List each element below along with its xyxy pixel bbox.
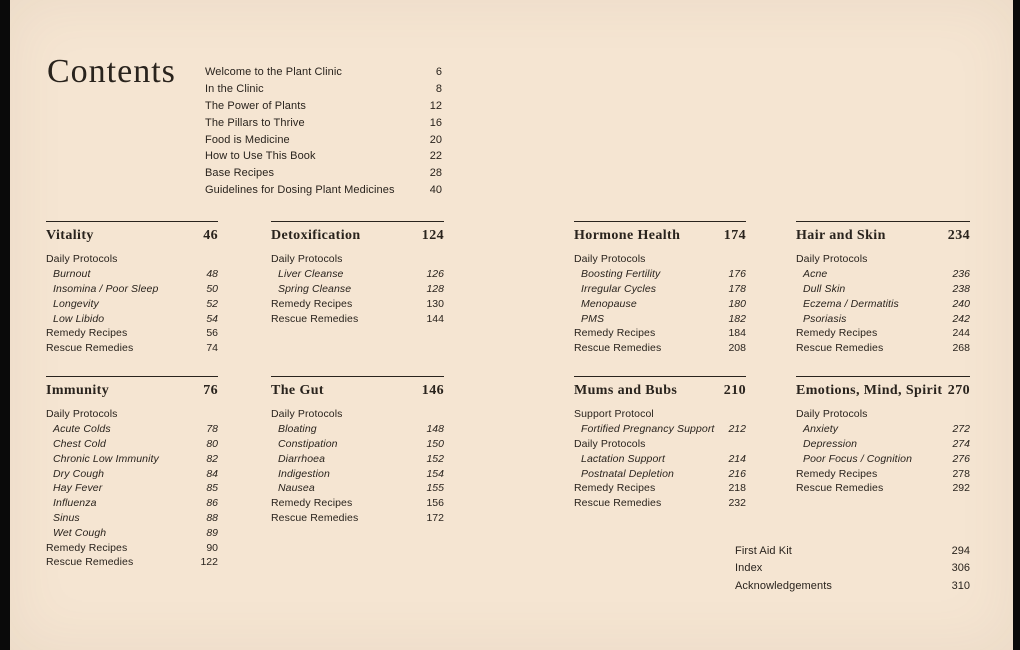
toc-row bbox=[271, 282, 444, 297]
toc-entry-label: Wet Cough bbox=[53, 526, 107, 539]
section-the-gut bbox=[271, 376, 444, 525]
toc-entry-label: Spring Cleanse bbox=[278, 282, 352, 295]
toc-row bbox=[574, 466, 746, 481]
section-page-number: 270 bbox=[947, 383, 970, 398]
section-title: Hair and Skin bbox=[796, 228, 886, 243]
toc-entry-label: Rescue Remedies bbox=[271, 511, 359, 524]
toc-entry-page-number: 212 bbox=[728, 423, 746, 436]
toc-row bbox=[46, 496, 218, 511]
toc-entry-label: Psoriasis bbox=[803, 312, 847, 325]
section-page-number: 174 bbox=[723, 228, 746, 243]
toc-row bbox=[46, 481, 218, 496]
section-page-number: 146 bbox=[421, 383, 444, 398]
toc-entry-page-number: 148 bbox=[426, 423, 444, 436]
toc-entry-page-number: 74 bbox=[206, 342, 218, 355]
toc-entry-page-number: 154 bbox=[426, 467, 444, 480]
section-entries bbox=[46, 407, 218, 570]
toc-row bbox=[271, 252, 444, 267]
toc-entry-label: Index bbox=[735, 562, 763, 575]
toc-entry-label: Remedy Recipes bbox=[46, 541, 128, 554]
toc-entry-label: Daily Protocols bbox=[46, 408, 118, 421]
toc-entry-page-number: 56 bbox=[206, 327, 218, 340]
toc-entry-page-number: 8 bbox=[435, 83, 442, 96]
toc-row bbox=[796, 451, 970, 466]
toc-entry-page-number: 20 bbox=[429, 133, 442, 146]
toc-entry-label: Hay Fever bbox=[53, 482, 103, 495]
section-entries bbox=[796, 407, 970, 496]
toc-entry-label: PMS bbox=[581, 312, 605, 325]
toc-row bbox=[205, 165, 442, 182]
section-entries bbox=[574, 252, 746, 356]
toc-row bbox=[796, 267, 970, 282]
toc-entry-label: Postnatal Depletion bbox=[581, 467, 674, 480]
toc-entry-label: Daily Protocols bbox=[271, 408, 343, 421]
toc-entry-label: Chest Cold bbox=[53, 437, 106, 450]
section-detoxification bbox=[271, 221, 444, 326]
toc-entry-page-number: 150 bbox=[426, 437, 444, 450]
contents-page bbox=[10, 0, 1013, 650]
toc-entry-label: Daily Protocols bbox=[796, 253, 868, 266]
toc-row bbox=[46, 525, 218, 540]
section-title: The Gut bbox=[271, 383, 324, 398]
toc-row bbox=[46, 252, 218, 267]
toc-row bbox=[46, 555, 218, 570]
toc-row bbox=[271, 422, 444, 437]
toc-row bbox=[796, 341, 970, 356]
toc-entry-label: Daily Protocols bbox=[796, 408, 868, 421]
toc-entry-page-number: 182 bbox=[728, 312, 746, 325]
toc-entry-label: Menopause bbox=[581, 297, 637, 310]
toc-row bbox=[735, 577, 970, 595]
toc-entry-page-number: 90 bbox=[206, 541, 218, 554]
toc-entry-label: Food is Medicine bbox=[205, 133, 290, 146]
toc-entry-label: Support Protocol bbox=[574, 408, 654, 421]
toc-entry-page-number: 292 bbox=[952, 482, 970, 495]
toc-entry-label: Daily Protocols bbox=[574, 437, 646, 450]
toc-entry-page-number: 268 bbox=[952, 342, 970, 355]
toc-entry-label: Rescue Remedies bbox=[46, 556, 134, 569]
toc-entry-page-number: 242 bbox=[952, 312, 970, 325]
section-page-number: 124 bbox=[421, 228, 444, 243]
toc-entry-page-number: 214 bbox=[728, 452, 746, 465]
toc-row bbox=[574, 282, 746, 297]
toc-entry-page-number: 130 bbox=[426, 297, 444, 310]
toc-row bbox=[796, 252, 970, 267]
toc-entry-label: Daily Protocols bbox=[574, 253, 646, 266]
toc-entry-label: Chronic Low Immunity bbox=[53, 452, 159, 465]
toc-entry-page-number: 232 bbox=[728, 497, 746, 510]
toc-row bbox=[796, 296, 970, 311]
toc-entry-label: The Pillars to Thrive bbox=[205, 116, 305, 129]
toc-entry-label: Insomina / Poor Sleep bbox=[53, 282, 159, 295]
section-heading bbox=[46, 228, 218, 244]
toc-entry-page-number: 80 bbox=[206, 437, 218, 450]
toc-row bbox=[735, 542, 970, 560]
toc-row bbox=[574, 481, 746, 496]
toc-entry-label: Remedy Recipes bbox=[46, 327, 128, 340]
toc-entry-label: Lactation Support bbox=[581, 452, 666, 465]
toc-row bbox=[796, 407, 970, 422]
toc-entry-label: Rescue Remedies bbox=[796, 342, 884, 355]
toc-entry-page-number: 48 bbox=[206, 268, 218, 281]
toc-row bbox=[46, 540, 218, 555]
toc-row bbox=[271, 496, 444, 511]
toc-row bbox=[205, 182, 442, 199]
toc-row bbox=[574, 437, 746, 452]
toc-entry-page-number: 86 bbox=[206, 497, 218, 510]
toc-entry-page-number: 208 bbox=[728, 342, 746, 355]
section-hair-and-skin bbox=[796, 221, 970, 356]
toc-entry-page-number: 216 bbox=[728, 467, 746, 480]
toc-entry-label: Welcome to the Plant Clinic bbox=[205, 66, 342, 79]
toc-entry-page-number: 88 bbox=[206, 511, 218, 524]
toc-entry-page-number: 54 bbox=[206, 312, 218, 325]
toc-row bbox=[574, 496, 746, 511]
toc-entry-page-number: 40 bbox=[429, 183, 442, 196]
toc-entry-label: Indigestion bbox=[278, 467, 330, 480]
section-heading bbox=[271, 228, 444, 244]
section-page-number: 234 bbox=[947, 228, 970, 243]
toc-row bbox=[205, 131, 442, 148]
page-title: Contents bbox=[47, 53, 176, 90]
toc-entry-label: Rescue Remedies bbox=[574, 342, 662, 355]
toc-row bbox=[574, 326, 746, 341]
toc-entry-page-number: 306 bbox=[951, 562, 970, 575]
toc-row bbox=[205, 114, 442, 131]
section-heading bbox=[574, 228, 746, 244]
toc-entry-page-number: 6 bbox=[435, 66, 442, 79]
section-entries bbox=[271, 252, 444, 326]
toc-entry-label: Acute Colds bbox=[53, 423, 111, 436]
toc-entry-label: Guidelines for Dosing Plant Medicines bbox=[205, 183, 395, 196]
toc-entry-page-number: 126 bbox=[426, 268, 444, 281]
section-title: Vitality bbox=[46, 228, 94, 243]
section-entries bbox=[46, 252, 218, 356]
toc-entry-label: Fortified Pregnancy Support bbox=[581, 423, 715, 436]
toc-row bbox=[46, 407, 218, 422]
toc-entry-label: Sinus bbox=[53, 511, 80, 524]
section-title: Detoxification bbox=[271, 228, 361, 243]
toc-entry-label: Boosting Fertility bbox=[581, 268, 661, 281]
toc-entry-label: Remedy Recipes bbox=[796, 467, 878, 480]
section-page-number: 46 bbox=[203, 228, 218, 243]
toc-entry-page-number: 244 bbox=[952, 327, 970, 340]
section-entries bbox=[271, 407, 444, 525]
section-vitality bbox=[46, 221, 218, 356]
toc-entry-page-number: 180 bbox=[728, 297, 746, 310]
toc-entry-page-number: 128 bbox=[426, 282, 444, 295]
toc-entry-page-number: 82 bbox=[206, 452, 218, 465]
section-title: Hormone Health bbox=[574, 228, 681, 243]
toc-entry-label: Rescue Remedies bbox=[796, 482, 884, 495]
toc-row bbox=[205, 64, 442, 81]
toc-entry-page-number: 240 bbox=[952, 297, 970, 310]
toc-row bbox=[46, 341, 218, 356]
toc-entry-label: Irregular Cycles bbox=[581, 282, 657, 295]
toc-row bbox=[735, 560, 970, 578]
toc-row bbox=[46, 437, 218, 452]
toc-entry-page-number: 84 bbox=[206, 467, 218, 480]
toc-entry-page-number: 278 bbox=[952, 467, 970, 480]
toc-row bbox=[46, 282, 218, 297]
toc-entry-page-number: 122 bbox=[200, 556, 218, 569]
toc-entry-label: In the Clinic bbox=[205, 83, 264, 96]
toc-entry-label: Liver Cleanse bbox=[278, 268, 344, 281]
toc-row bbox=[271, 511, 444, 526]
toc-row bbox=[46, 267, 218, 282]
toc-entry-page-number: 78 bbox=[206, 423, 218, 436]
toc-row bbox=[271, 466, 444, 481]
toc-entry-page-number: 172 bbox=[426, 511, 444, 524]
toc-entry-label: Diarrhoea bbox=[278, 452, 326, 465]
toc-entry-page-number: 178 bbox=[728, 282, 746, 295]
toc-row bbox=[205, 81, 442, 98]
back-matter-list bbox=[735, 542, 970, 595]
toc-row bbox=[796, 311, 970, 326]
toc-row bbox=[46, 511, 218, 526]
toc-entry-label: Dull Skin bbox=[803, 282, 846, 295]
section-mums-and-bubs bbox=[574, 376, 746, 511]
section-page-number: 76 bbox=[203, 383, 218, 398]
toc-row bbox=[271, 481, 444, 496]
toc-entry-label: Base Recipes bbox=[205, 167, 275, 180]
toc-row bbox=[46, 311, 218, 326]
photo-edge-right bbox=[1013, 0, 1020, 650]
toc-entry-label: Depression bbox=[803, 437, 858, 450]
toc-entry-page-number: 16 bbox=[429, 116, 442, 129]
toc-entry-label: Rescue Remedies bbox=[574, 497, 662, 510]
toc-row bbox=[271, 311, 444, 326]
toc-row bbox=[574, 252, 746, 267]
toc-row bbox=[46, 422, 218, 437]
toc-row bbox=[46, 466, 218, 481]
toc-entry-page-number: 310 bbox=[951, 579, 970, 592]
toc-entry-page-number: 156 bbox=[426, 497, 444, 510]
toc-entry-label: How to Use This Book bbox=[205, 150, 316, 163]
toc-entry-page-number: 152 bbox=[426, 452, 444, 465]
toc-row bbox=[271, 451, 444, 466]
toc-entry-label: Low Libido bbox=[53, 312, 105, 325]
toc-entry-label: Acknowledgements bbox=[735, 579, 832, 592]
intro-toc-list bbox=[205, 64, 442, 198]
toc-entry-label: Bloating bbox=[278, 423, 317, 436]
section-entries bbox=[796, 252, 970, 356]
toc-entry-label: Eczema / Dermatitis bbox=[803, 297, 899, 310]
toc-entry-label: Acne bbox=[803, 268, 828, 281]
toc-entry-label: First Aid Kit bbox=[735, 544, 792, 557]
section-title: Mums and Bubs bbox=[574, 383, 678, 398]
toc-row bbox=[46, 326, 218, 341]
toc-entry-page-number: 236 bbox=[952, 268, 970, 281]
toc-entry-label: Rescue Remedies bbox=[46, 342, 134, 355]
toc-row bbox=[205, 148, 442, 165]
toc-row bbox=[271, 267, 444, 282]
toc-row bbox=[271, 296, 444, 311]
toc-row bbox=[46, 451, 218, 466]
section-hormone-health bbox=[574, 221, 746, 356]
toc-row bbox=[271, 437, 444, 452]
toc-entry-page-number: 276 bbox=[952, 452, 970, 465]
section-entries bbox=[574, 407, 746, 511]
toc-entry-label: Burnout bbox=[53, 268, 91, 281]
toc-row bbox=[796, 466, 970, 481]
toc-entry-label: Constipation bbox=[278, 437, 338, 450]
toc-entry-page-number: 12 bbox=[429, 99, 442, 112]
section-heading bbox=[271, 383, 444, 399]
toc-entry-page-number: 22 bbox=[429, 150, 442, 163]
toc-row bbox=[574, 311, 746, 326]
section-heading bbox=[796, 228, 970, 244]
toc-entry-label: Remedy Recipes bbox=[271, 497, 353, 510]
section-title: Immunity bbox=[46, 383, 110, 398]
section-heading bbox=[574, 383, 746, 399]
section-heading bbox=[796, 383, 970, 399]
toc-entry-page-number: 218 bbox=[728, 482, 746, 495]
toc-entry-page-number: 52 bbox=[206, 297, 218, 310]
toc-row bbox=[796, 326, 970, 341]
toc-entry-page-number: 294 bbox=[951, 544, 970, 557]
toc-entry-page-number: 89 bbox=[206, 526, 218, 539]
toc-row bbox=[574, 451, 746, 466]
toc-entry-label: Remedy Recipes bbox=[271, 297, 353, 310]
toc-row bbox=[796, 422, 970, 437]
toc-entry-page-number: 272 bbox=[952, 423, 970, 436]
toc-entry-page-number: 28 bbox=[429, 167, 442, 180]
toc-row bbox=[574, 422, 746, 437]
toc-entry-label: Dry Cough bbox=[53, 467, 105, 480]
toc-entry-label: Poor Focus / Cognition bbox=[803, 452, 913, 465]
toc-entry-label: Remedy Recipes bbox=[796, 327, 878, 340]
section-title: Emotions, Mind, Spirit bbox=[796, 383, 943, 398]
toc-row bbox=[796, 282, 970, 297]
toc-row bbox=[574, 296, 746, 311]
toc-row bbox=[574, 267, 746, 282]
toc-entry-label: The Power of Plants bbox=[205, 99, 306, 112]
toc-row bbox=[46, 296, 218, 311]
toc-entry-label: Daily Protocols bbox=[271, 253, 343, 266]
toc-entry-label: Nausea bbox=[278, 482, 315, 495]
toc-row bbox=[205, 98, 442, 115]
toc-entry-page-number: 274 bbox=[952, 437, 970, 450]
toc-row bbox=[574, 341, 746, 356]
toc-entry-page-number: 144 bbox=[426, 312, 444, 325]
section-emotions-mind-spirit bbox=[796, 376, 970, 496]
section-immunity bbox=[46, 376, 218, 570]
toc-entry-label: Daily Protocols bbox=[46, 253, 118, 266]
toc-row bbox=[796, 437, 970, 452]
toc-entry-page-number: 176 bbox=[728, 268, 746, 281]
toc-entry-page-number: 238 bbox=[952, 282, 970, 295]
toc-entry-page-number: 85 bbox=[206, 482, 218, 495]
toc-entry-label: Anxiety bbox=[803, 423, 839, 436]
toc-entry-label: Rescue Remedies bbox=[271, 312, 359, 325]
toc-entry-label: Remedy Recipes bbox=[574, 327, 656, 340]
toc-entry-page-number: 50 bbox=[206, 282, 218, 295]
toc-entry-page-number: 184 bbox=[728, 327, 746, 340]
section-page-number: 210 bbox=[723, 383, 746, 398]
toc-entry-label: Remedy Recipes bbox=[574, 482, 656, 495]
toc-entry-label: Influenza bbox=[53, 497, 97, 510]
toc-row bbox=[271, 407, 444, 422]
section-heading bbox=[46, 383, 218, 399]
toc-entry-page-number: 155 bbox=[426, 482, 444, 495]
toc-row bbox=[796, 481, 970, 496]
photo-edge-left bbox=[0, 0, 10, 650]
toc-row bbox=[574, 407, 746, 422]
toc-entry-label: Longevity bbox=[53, 297, 99, 310]
